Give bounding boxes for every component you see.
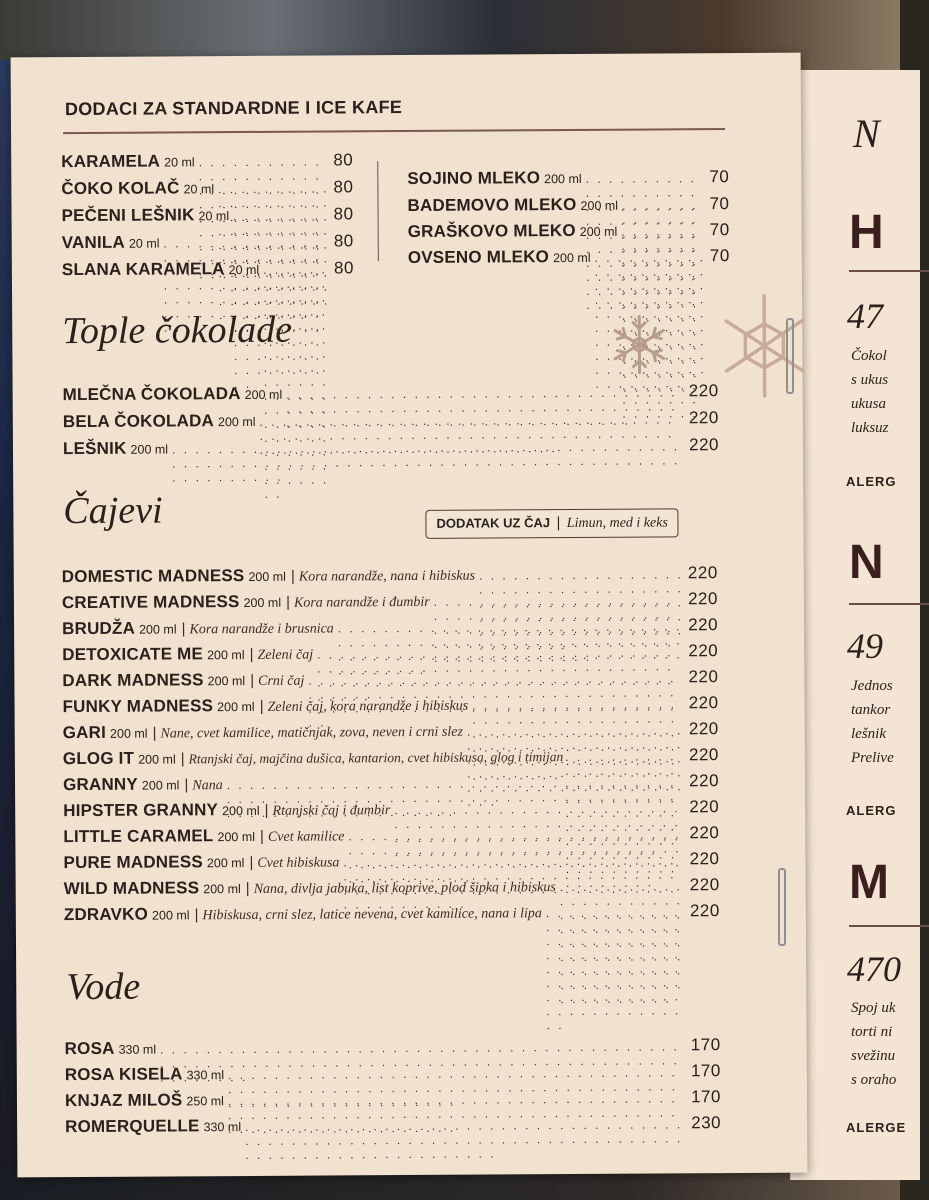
item-name: BRUDŽA [62, 618, 136, 639]
separator: | [259, 697, 264, 715]
item-description: Hibiskusa, crni slez, latice nevena, cvet kamilice, nana i lipa [202, 906, 542, 924]
item-size: 330 ml [203, 1120, 242, 1135]
next-block-3-line: svežinu [851, 1048, 896, 1064]
item-size: 200 ml [151, 908, 190, 923]
item-size: 200 ml [222, 803, 260, 819]
tea-addon-label: DODATAK UZ ČAJ [436, 515, 551, 531]
chocolate-item [63, 435, 719, 485]
item-price: 70 [709, 246, 730, 266]
item-name: CREATIVE MADNESS [61, 592, 240, 613]
item-description: Zeleni čaj [257, 647, 314, 663]
next-menu-page [790, 70, 920, 1180]
separator: | [245, 879, 250, 898]
item-size: 200 ml [203, 882, 241, 897]
item-price: 80 [333, 258, 354, 278]
item-size: 200 ml [141, 778, 180, 793]
item-name: SOJINO MLEKO [407, 168, 541, 189]
next-page-script-heading: N [853, 111, 880, 156]
additions-divider [377, 161, 379, 261]
item-name: DOMESTIC MADNESS [61, 566, 245, 587]
item-description: Rtanjski čaj, majčina dušica, kantarion, cvet hibiskusa, glog i timijan [188, 749, 564, 767]
item-price: 170 [690, 1061, 721, 1081]
item-name: GARI [62, 722, 107, 743]
next-block-3-title: M [849, 856, 889, 909]
next-block-1-line: s ukus [851, 372, 889, 388]
separator: | [249, 853, 254, 871]
addition-item [408, 246, 731, 392]
item-price: 80 [333, 150, 354, 170]
item-price: 220 [688, 641, 719, 661]
snowflake-icon [606, 311, 672, 377]
item-name: GLOG IT [62, 748, 135, 769]
next-block-2-line: Jednos [851, 678, 893, 694]
item-name: DETOXICATE ME [62, 644, 204, 665]
next-block-2-title: N [849, 536, 884, 589]
item-size: 330 ml [118, 1042, 157, 1057]
next-block-2-allergens: ALERG [846, 803, 897, 818]
item-price: 80 [333, 177, 354, 197]
item-price: 220 [689, 901, 720, 921]
item-size: 200 ml [544, 171, 582, 187]
next-block-2-line: Prelive [851, 750, 894, 766]
item-description: Cvet kamilice [267, 829, 345, 845]
next-block-3-line: s oraho [851, 1072, 897, 1088]
item-size: 20 ml [198, 209, 230, 224]
item-price: 220 [688, 693, 719, 713]
item-name: VANILA [61, 232, 125, 253]
item-size: 250 ml [186, 1094, 224, 1109]
item-price: 220 [689, 435, 720, 455]
item-size: 330 ml [186, 1068, 225, 1083]
item-price: 220 [689, 771, 720, 791]
item-name: MLEČNA ČOKOLADA [62, 384, 241, 405]
item-size: 200 ml [217, 829, 256, 845]
next-block-1-title: H [849, 206, 884, 259]
item-size: 200 ml [579, 224, 618, 239]
item-price: 70 [709, 194, 730, 214]
next-block-2-line: tankor [851, 702, 891, 718]
water-item [65, 1113, 721, 1163]
waters-heading: Vode [66, 965, 141, 1009]
item-price: 220 [689, 849, 720, 869]
item-name: ROSA KISELA [64, 1064, 183, 1085]
item-price: 220 [688, 745, 719, 765]
next-block-3-line: Spoj uk [851, 1000, 896, 1016]
item-name: GRAŠKOVO MLEKO [407, 220, 576, 242]
next-block-2-number: 49 [847, 626, 883, 666]
item-name: SLANA KARAMELA [61, 259, 225, 280]
item-name: ZDRAVKO [63, 904, 149, 925]
separator: | [152, 724, 157, 742]
item-description: Nana, divlja jabuka, list koprive, plod šipka i hibiskus [253, 880, 556, 897]
item-name: ROSA [64, 1038, 115, 1059]
item-description: Crni čaj [258, 673, 305, 689]
item-price: 80 [333, 204, 354, 224]
item-name: PEČENI LEŠNIK [61, 205, 195, 226]
item-description: Kora narandže i đumbir [293, 594, 430, 611]
item-size: 200 ml [207, 648, 245, 663]
item-size: 20 ml [228, 262, 260, 278]
tea-addon-value: Limun, med i keks [566, 515, 668, 532]
item-price: 220 [688, 408, 719, 428]
item-price: 70 [709, 220, 730, 240]
item-name: LITTLE CARAMEL [63, 826, 214, 847]
item-price: 220 [689, 823, 720, 843]
item-size: 200 ml [580, 198, 619, 213]
item-name: FUNKY MADNESS [62, 696, 214, 717]
item-price: 230 [691, 1113, 722, 1133]
next-block-3-allergens: ALERGE [846, 1120, 907, 1135]
item-price: 220 [688, 381, 719, 401]
item-size: 200 ml [207, 674, 246, 689]
item-name: PURE MADNESS [63, 852, 203, 873]
item-size: 200 ml [217, 414, 256, 430]
separator: | [250, 671, 255, 689]
item-price: 220 [688, 719, 719, 739]
chocolates-heading: Tople čokolade [62, 308, 293, 353]
next-block-1-line: Čokol [851, 348, 887, 364]
item-size: 200 ml [244, 387, 283, 402]
item-name: KNJAZ MILOŠ [64, 1090, 183, 1111]
item-price: 220 [688, 667, 719, 687]
next-block-1-allergens: ALERG [846, 474, 897, 489]
next-block-2-rule [849, 603, 929, 605]
next-block-3-number: 470 [847, 949, 901, 989]
next-block-1-rule [849, 270, 929, 272]
item-size: 200 ml [130, 442, 169, 457]
staple [778, 868, 786, 946]
item-name: ROMERQUELLE [65, 1116, 200, 1137]
item-price: 220 [688, 615, 719, 635]
item-size: 200 ml [206, 856, 245, 871]
next-block-2-line: lešnik [851, 726, 886, 742]
item-size: 20 ml [183, 182, 215, 197]
next-block-1-line: luksuz [851, 420, 889, 436]
item-price: 220 [687, 563, 718, 583]
separator: | [264, 801, 269, 819]
item-description: Nana [192, 778, 223, 794]
separator: | [184, 776, 189, 794]
item-size: 200 ml [138, 752, 176, 767]
next-block-3-rule [849, 925, 929, 927]
separator: | [286, 593, 291, 611]
item-size: 200 ml [217, 699, 255, 715]
next-block-3-line: torti ni [851, 1024, 893, 1040]
tea-item [64, 901, 721, 1035]
item-size: 200 ml [243, 595, 282, 611]
separator: | [290, 567, 295, 585]
separator: | [259, 827, 264, 845]
item-price: 170 [690, 1035, 721, 1055]
item-price: 80 [333, 231, 354, 251]
leader-dots [245, 1117, 687, 1162]
item-description: Kora narandže, nana i hibiskus [298, 568, 476, 585]
teas-heading: Čajevi [63, 489, 163, 533]
item-size: 200 ml [139, 622, 177, 637]
item-description: Rtanjski čaj i đumbir [272, 803, 391, 819]
separator: | [180, 750, 185, 768]
item-name: HIPSTER GRANNY [63, 800, 219, 821]
item-name: DARK MADNESS [62, 670, 204, 691]
item-price: 220 [687, 589, 718, 609]
separator: | [556, 515, 561, 532]
item-name: OVSENO MLEKO [407, 247, 550, 268]
item-description: Nane, cvet kamilice, matičnjak, zova, neven i crni slez [160, 724, 463, 742]
item-price: 70 [709, 167, 730, 187]
item-price: 220 [689, 875, 720, 895]
additions-heading: DODACI ZA STANDARDNE I ICE KAFE [64, 97, 403, 120]
item-size: 20 ml [164, 155, 195, 170]
item-price: 220 [689, 797, 720, 817]
item-name: WILD MADNESS [63, 878, 200, 899]
item-size: 200 ml [553, 250, 591, 266]
tea-addon-box [425, 508, 679, 539]
menu-page [11, 53, 808, 1178]
item-size: 200 ml [248, 569, 286, 584]
separator: | [249, 645, 254, 663]
separator: | [181, 620, 186, 638]
item-name: BADEMOVO MLEKO [407, 194, 577, 216]
item-description: Kora narandže i brusnica [189, 621, 334, 638]
item-size: 20 ml [128, 236, 160, 251]
item-size: 200 ml [109, 726, 148, 741]
item-name: ČOKO KOLAČ [61, 178, 180, 199]
item-name: KARAMELA [61, 151, 161, 172]
leader-dots [546, 905, 687, 1032]
next-block-1-line: ukusa [851, 396, 886, 412]
additions-rule [63, 128, 725, 134]
item-name: BELA ČOKOLADA [62, 411, 215, 432]
item-description: Zeleni čaj, kora narandže i hibiskus [267, 698, 469, 715]
item-description: Cvet hibiskusa [257, 855, 340, 871]
separator: | [194, 906, 199, 924]
staple [786, 318, 794, 394]
next-block-1-number: 47 [847, 296, 883, 336]
item-name: LEŠNIK [62, 438, 127, 459]
leader-dots [172, 439, 685, 484]
item-name: GRANNY [62, 774, 138, 795]
item-price: 170 [691, 1087, 722, 1107]
